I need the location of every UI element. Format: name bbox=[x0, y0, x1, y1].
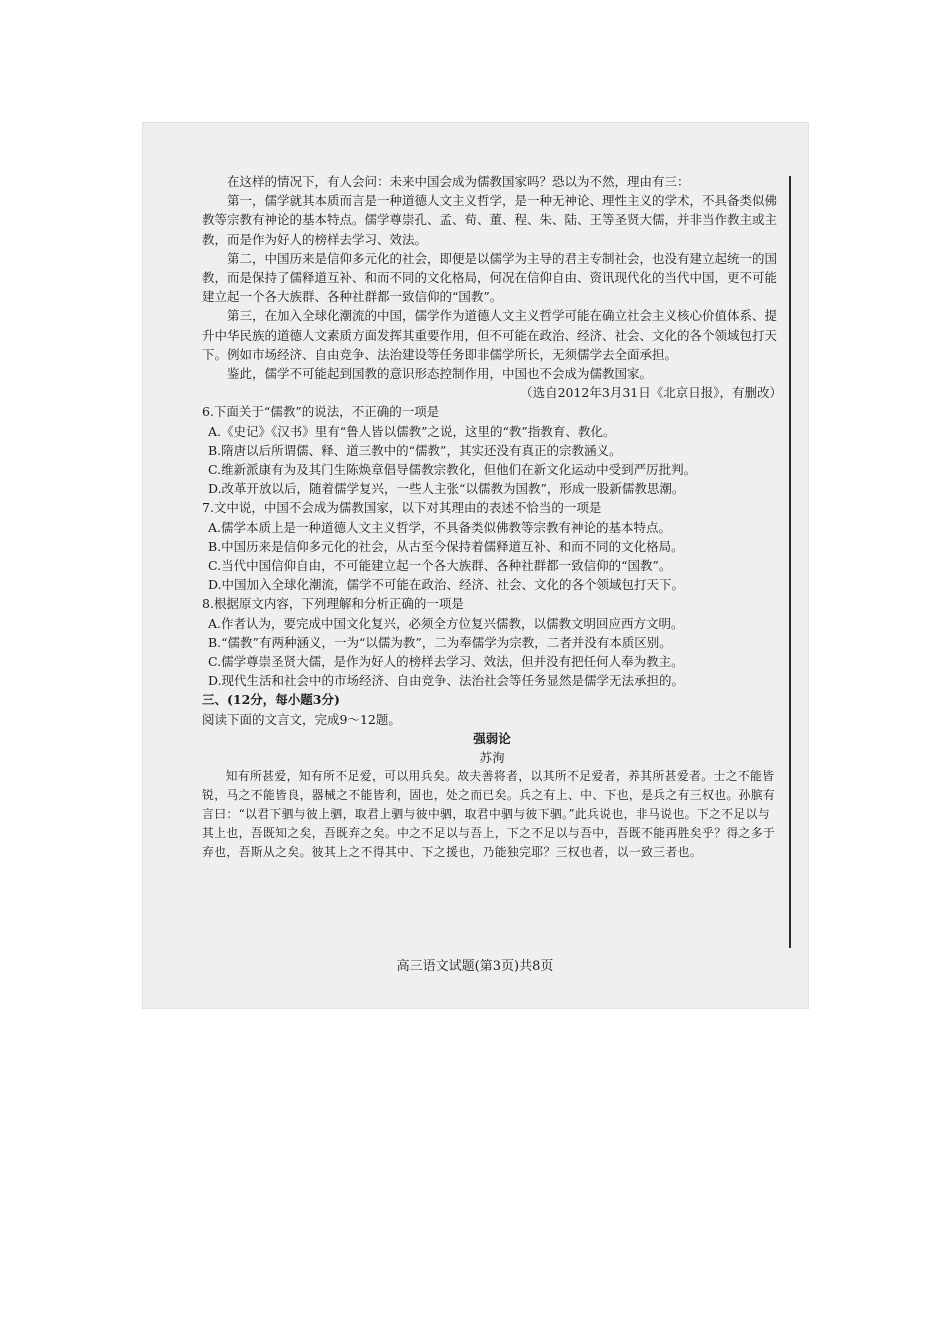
classical-text bbox=[202, 767, 782, 862]
page-content bbox=[202, 172, 782, 862]
question-option: D.现代生活和社会中的市场经济、自由竞争、法治社会等任务显然是儒学无法承担的。 bbox=[208, 673, 685, 689]
passage-source: （选自2012年3月31日《北京日报》，有删改） bbox=[520, 385, 782, 401]
passage-paragraph: 第一，儒学就其本质而言是一种道德人文主义哲学，是一种无神论、理性主义的学术，不具备类似佛教等宗教有神论的基本特点。儒学尊崇孔、孟、荀、董、程、朱、陆、王等圣贤大儒，并非当作教主或主教，而是作为好人的榜样去学习、效法。 bbox=[202, 193, 778, 247]
question-option: A.儒学本质上是一种道德人文主义哲学，不具备类似佛教等宗教有神论的基本特点。 bbox=[208, 519, 672, 535]
page-footer: 高三语文试题(第3页)共8页 bbox=[396, 959, 554, 974]
question-stem: 8.根据原文内容，下列理解和分析正确的一项是 bbox=[202, 596, 464, 612]
passage-paragraph: 第三，在加入全球化潮流的中国，儒学作为道德人文主义哲学可能在确立社会主义核心价值体系、提升中华民族的道德人文素质方面发挥其重要作用，但不可能在政治、经济、社会、文化的各个领域包打天下。例如市场经济、自由竞争、法治建设等任务即非儒学所长，无须儒学去全面承担。 bbox=[202, 308, 778, 362]
question-stem: 6.下面关于“儒教”的说法，不正确的一项是 bbox=[202, 404, 440, 420]
section-instruction: 阅读下面的文言文，完成9～12题。 bbox=[202, 711, 401, 727]
question-stem: 7.文中说，中国不会成为儒教国家，以下对其理由的表述不恰当的一项是 bbox=[202, 500, 602, 516]
question-option: A.《史记》《汉书》里有“鲁人皆以儒教”之说，这里的“教”指教育、教化。 bbox=[208, 423, 616, 439]
question-option: B.“儒教”有两种涵义，一为“以儒为教”，二为奉儒学为宗教，二者并没有本质区别。 bbox=[208, 634, 672, 650]
question-option: C.当代中国信仰自由，不可能建立起一个各大族群、各种社群都一致信仰的“国教”。 bbox=[208, 558, 672, 574]
question-option: A.作者认为，要完成中国文化复兴，必须全方位复兴儒教，以儒教文明回应西方文明。 bbox=[208, 615, 684, 631]
question-option: B.中国历来是信仰多元化的社会，从古至今保持着儒释道互补、和而不同的文化格局。 bbox=[208, 538, 684, 554]
classical-title: 强弱论 bbox=[473, 730, 511, 746]
passage-paragraph: 在这样的情况下，有人会问：未来中国会成为儒教国家吗？恐以为不然，理由有三： bbox=[227, 174, 690, 189]
classical-author: 苏洵 bbox=[479, 750, 505, 766]
question-option: D.改革开放以后，随着儒学复兴，一些人主张“以儒教为国教”，形成一股新儒教思潮。 bbox=[208, 481, 685, 497]
passage-paragraph: 鉴此，儒学不可能起到国教的意识形态控制作用，中国也不会成为儒教国家。 bbox=[227, 366, 653, 382]
margin-rule bbox=[789, 176, 791, 948]
section-heading: 三、(12分，每小题3分) bbox=[202, 692, 340, 708]
question-option: C.维新派康有为及其门生陈焕章倡导儒教宗教化，但他们在新文化运动中受到严厉批判。 bbox=[208, 462, 697, 478]
question-option: D.中国加入全球化潮流，儒学不可能在政治、经济、社会、文化的各个领域包打天下。 bbox=[208, 577, 685, 593]
question-option: C.儒学尊崇圣贤大儒，是作为好人的榜样去学习、效法，但并没有把任何人奉为教主。 bbox=[208, 654, 684, 670]
question-option: B.隋唐以后所谓儒、释、道三教中的“儒教”，其实还没有真正的宗教涵义。 bbox=[208, 442, 622, 458]
passage-paragraph: 第二，中国历来是信仰多元化的社会，即便是以儒学为主导的君主专制社会，也没有建立起统一的国教，而是保持了儒释道互补、和而不同的文化格局，何况在信仰自由、资讯现代化的当代中国，更不可能建立起一个各大族群、各种社群都一致信仰的“国教”。 bbox=[202, 250, 778, 305]
classical-paragraph: 知有所甚爱，知有所不足爱，可以用兵矣。故夫善将者，以其所不足爱者，养其所甚爱者。士之不能皆锐，马之不能皆良，器械之不能皆利，固也，处之而已矣。兵之有上、中、下也，是兵之有三权也。孙膑有言曰：“以君下驷与彼上驷，取君上驷与彼中驷，取君中驷与彼下驷。”此兵说也，非马说也。下之不足以与其上也，吾既知之矣，吾既弃之矣。中之不足以与吾上，下之不足以与吾中，吾既不能再胜矣乎？得之多于弃也，吾斯从之矣。彼其上之不得其中、下之援也，乃能独完耶？三权也者，以一致三者也。 bbox=[202, 769, 776, 860]
